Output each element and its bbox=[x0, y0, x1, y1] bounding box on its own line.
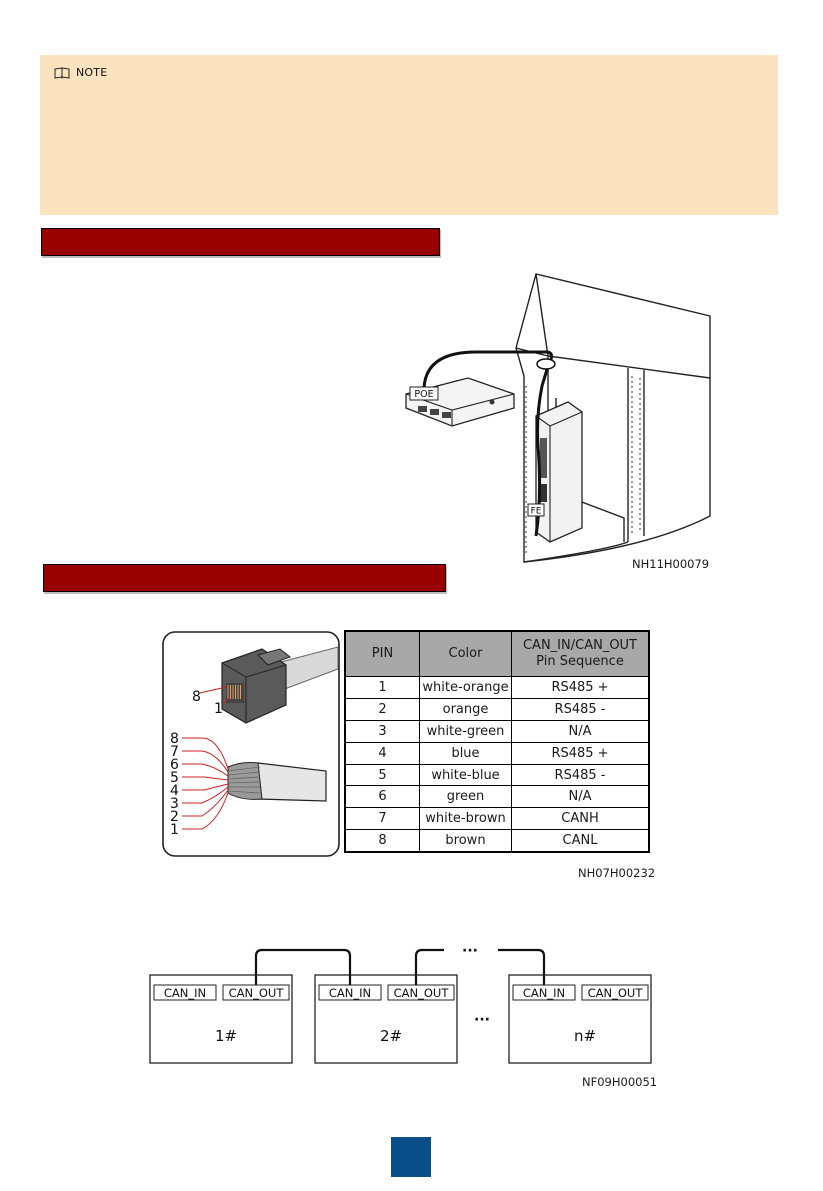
color-cell: white-brown bbox=[420, 808, 512, 830]
table-row bbox=[345, 786, 649, 808]
unit-2-label: 2# bbox=[379, 1027, 403, 1045]
header-color: Color bbox=[420, 631, 512, 677]
wire-label: 1 bbox=[170, 822, 179, 838]
note-label: NOTE bbox=[76, 66, 108, 79]
can-cables bbox=[256, 950, 544, 985]
pin-cell: 3 bbox=[345, 720, 420, 742]
fe-callout-label: FE bbox=[530, 506, 542, 517]
sequence-cell: RS485 - bbox=[512, 764, 650, 786]
chain-ellipsis-top: ··· bbox=[462, 943, 478, 959]
header-pin: PIN bbox=[345, 631, 420, 677]
table-row bbox=[345, 830, 649, 852]
color-cell: white-orange bbox=[420, 677, 512, 699]
note-box bbox=[40, 55, 778, 215]
pin-cell: 1 bbox=[345, 677, 420, 699]
can-in-label: CAN_IN bbox=[328, 986, 372, 1000]
color-cell: blue bbox=[420, 742, 512, 764]
pin-cell: 7 bbox=[345, 808, 420, 830]
can-out-label: CAN_OUT bbox=[587, 986, 643, 1000]
page-marker bbox=[391, 1137, 431, 1177]
chain-ellipsis-middle: ··· bbox=[474, 1012, 490, 1028]
wire-label: 2 bbox=[170, 809, 179, 825]
sequence-cell: RS485 - bbox=[512, 698, 650, 720]
sequence-cell: N/A bbox=[512, 720, 650, 742]
color-cell: white-green bbox=[420, 720, 512, 742]
controller-module bbox=[536, 402, 582, 542]
figure-code-2: NH07H00232 bbox=[578, 866, 656, 880]
section-heading-bar-2 bbox=[43, 564, 446, 592]
cabinet-poe-figure bbox=[396, 266, 726, 578]
pin-cell: 5 bbox=[345, 764, 420, 786]
table-header-row bbox=[345, 631, 649, 677]
figure-code-3: NF09H00051 bbox=[582, 1075, 658, 1089]
header-pin-sequence bbox=[512, 631, 650, 677]
unit-n-label: n# bbox=[573, 1027, 597, 1045]
color-cell: brown bbox=[420, 830, 512, 852]
color-cell: white-blue bbox=[420, 764, 512, 786]
color-cell: green bbox=[420, 786, 512, 808]
table-row bbox=[345, 808, 649, 830]
table-row bbox=[345, 677, 649, 699]
table-row bbox=[345, 720, 649, 742]
sequence-cell: RS485 + bbox=[512, 742, 650, 764]
figure-code-1: NH11H00079 bbox=[632, 557, 710, 571]
table-row bbox=[345, 764, 649, 786]
pin-cell: 8 bbox=[345, 830, 420, 852]
sequence-cell: N/A bbox=[512, 786, 650, 808]
sequence-cell: CANL bbox=[512, 830, 650, 852]
cable-grommet bbox=[537, 359, 555, 369]
book-icon bbox=[54, 67, 70, 79]
can-in-label: CAN_IN bbox=[163, 986, 207, 1000]
wire-label: 4 bbox=[170, 783, 179, 799]
pin-cell: 6 bbox=[345, 786, 420, 808]
pin-cell: 4 bbox=[345, 742, 420, 764]
poe-callout-label: POE bbox=[414, 389, 434, 400]
table-row bbox=[345, 742, 649, 764]
header-pin-sequence-line1: CAN_IN/CAN_OUT bbox=[522, 638, 638, 653]
wire-label: 6 bbox=[170, 757, 179, 773]
wire-label: 3 bbox=[170, 796, 179, 812]
header-pin-sequence-line2: Pin Sequence bbox=[536, 654, 624, 669]
pin-cell: 2 bbox=[345, 698, 420, 720]
can-in-label: CAN_IN bbox=[522, 986, 566, 1000]
wire-label: 5 bbox=[170, 770, 179, 786]
unit-1-label: 1# bbox=[214, 1027, 238, 1045]
poe-device bbox=[406, 378, 514, 426]
section-heading-bar-1 bbox=[41, 228, 440, 256]
can-out-label: CAN_OUT bbox=[393, 986, 449, 1000]
plug-pin-label-1: 1 bbox=[214, 701, 223, 717]
sequence-cell: RS485 + bbox=[512, 677, 650, 699]
wire-label: 7 bbox=[170, 744, 179, 760]
plug-pin-label-8: 8 bbox=[192, 689, 201, 705]
sequence-cell: CANH bbox=[512, 808, 650, 830]
table-row bbox=[345, 698, 649, 720]
can-daisy-chain-figure bbox=[148, 940, 658, 1070]
note-header bbox=[54, 66, 107, 79]
rj45-plug-figure bbox=[162, 631, 340, 857]
can-out-label: CAN_OUT bbox=[228, 986, 284, 1000]
color-cell: orange bbox=[420, 698, 512, 720]
wire-label: 8 bbox=[170, 731, 179, 747]
pin-definition-table bbox=[344, 630, 650, 853]
